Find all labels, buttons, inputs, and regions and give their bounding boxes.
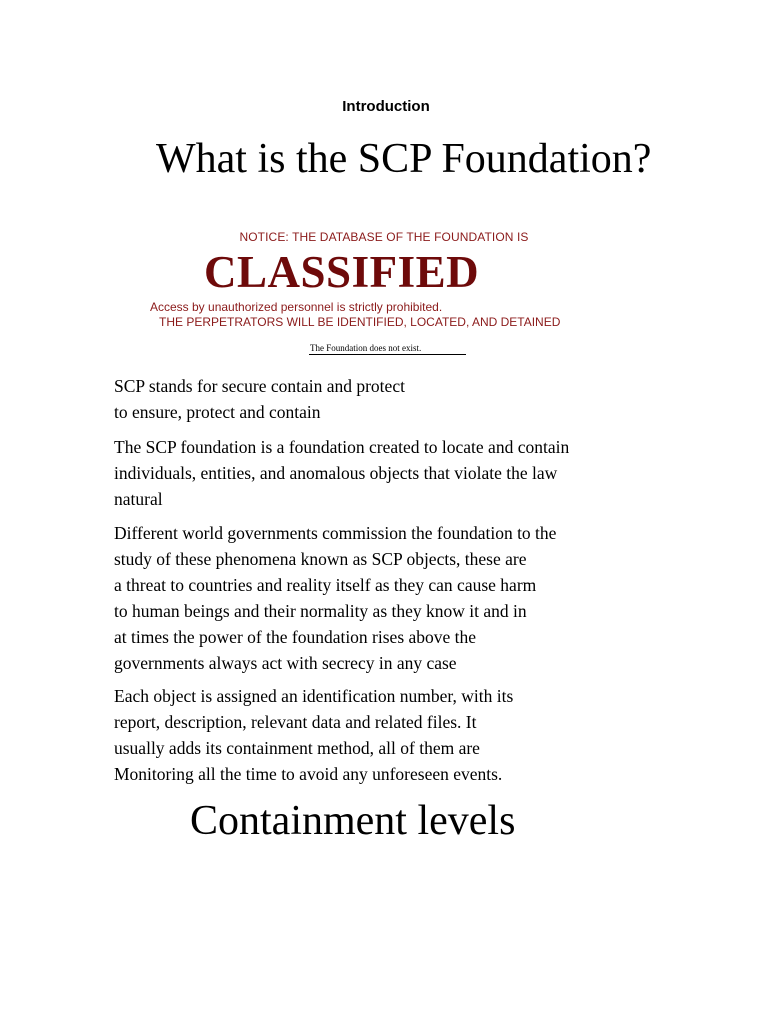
- foundation-disclaimer: The Foundation does not exist.: [310, 343, 422, 353]
- paragraph-line: Monitoring all the time to avoid any unforeseen events.: [114, 764, 503, 784]
- paragraph-line: SCP stands for secure contain and protect: [114, 376, 405, 396]
- page-title: What is the SCP Foundation?: [156, 136, 652, 182]
- paragraph-foundation-purpose: [114, 434, 569, 512]
- perpetrators-warning: THE PERPETRATORS WILL BE IDENTIFIED, LOCATED, AND DETAINED: [159, 315, 561, 329]
- paragraph-line: individuals, entities, and anomalous objects that violate the law: [114, 463, 558, 483]
- paragraph-line: a threat to countries and reality itself as they can cause harm: [114, 575, 537, 595]
- paragraph-line: The SCP foundation is a foundation created to locate and contain: [114, 437, 570, 457]
- notice-line: NOTICE: THE DATABASE OF THE FOUNDATION IS: [239, 230, 529, 244]
- paragraph-line: to human beings and their normality as they know it and in: [114, 601, 527, 621]
- classified-banner: CLASSIFIED: [204, 247, 480, 297]
- paragraph-identification: [114, 683, 513, 787]
- paragraph-line: study of these phenomena known as SCP objects, these are: [114, 549, 527, 569]
- paragraph-line: Each object is assigned an identification number, with its: [114, 686, 514, 706]
- paragraph-line: governments always act with secrecy in any case: [114, 653, 457, 673]
- access-warning: Access by unauthorized personnel is strictly prohibited.: [150, 300, 443, 314]
- paragraph-line: natural: [114, 489, 163, 509]
- disclaimer-underline: [309, 354, 466, 355]
- section-heading-containment-levels: Containment levels: [190, 798, 516, 844]
- intro-label: Introduction: [342, 98, 430, 115]
- paragraph-line: usually adds its containment method, all of them are: [114, 738, 480, 758]
- paragraph-governments: [114, 520, 556, 676]
- paragraph-line: at times the power of the foundation rises above the: [114, 627, 477, 647]
- paragraph-line: report, description, relevant data and related files. It: [114, 712, 477, 732]
- paragraph-line: to ensure, protect and contain: [114, 402, 321, 422]
- paragraph-line: Different world governments commission the foundation to the: [114, 523, 557, 543]
- paragraph-scp-meaning: [114, 373, 405, 425]
